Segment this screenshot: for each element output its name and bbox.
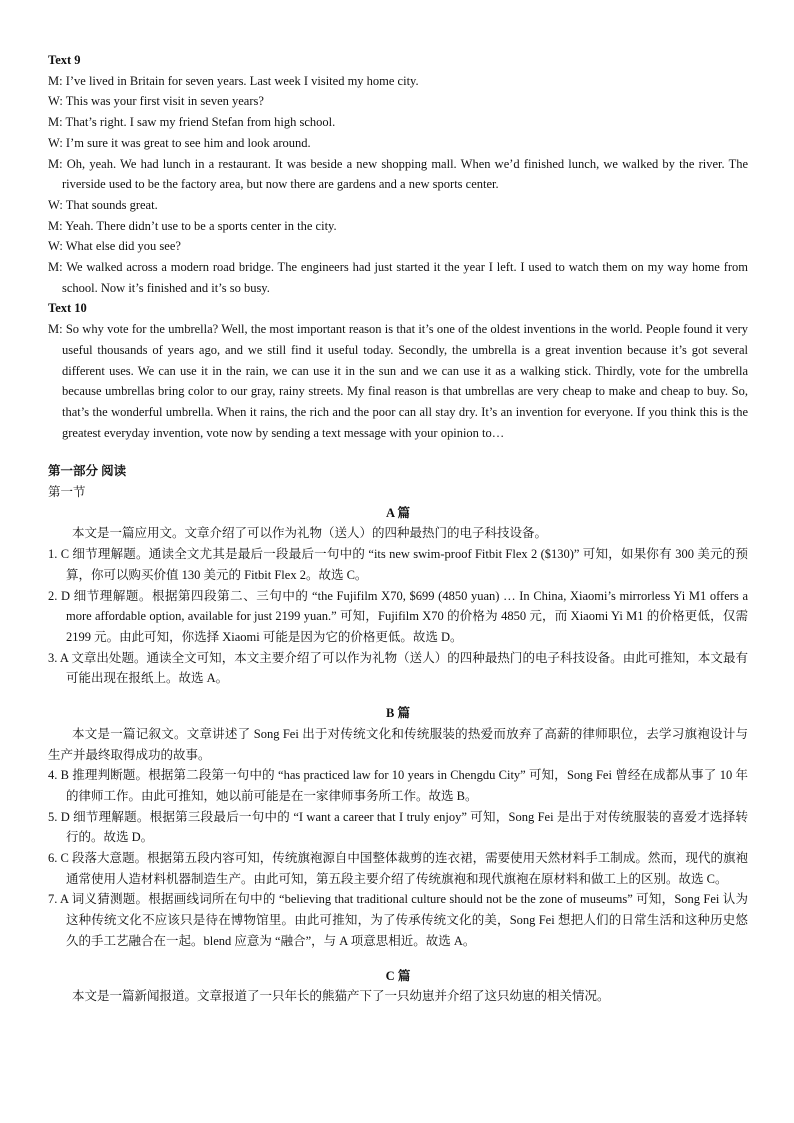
text9-heading: Text 9 bbox=[48, 53, 81, 67]
dialogue-line: W: That sounds great. bbox=[48, 197, 158, 212]
part-title: 第一部分 阅读 bbox=[48, 464, 127, 479]
passage-c-intro: 本文是一篇新闻报道。文章报道了一只年长的熊猫产下了一只幼崽并介绍了这只幼崽的相关情况。 bbox=[72, 989, 610, 1004]
document-page bbox=[48, 50, 748, 1007]
passage-b-title: B 篇 bbox=[386, 706, 410, 721]
dialogue-line: M: We walked across a modern road bridge. The engineers had just started it the year I left. I used to watch them on my way home from school. Now it’s finished and it’s so busy. bbox=[48, 260, 748, 295]
answer-item: 4. B 推理判断题。根据第二段第一句中的 “has practiced law for 10 years in Chengdu City” 可知，Song Fei 曾经在成都从事了 10 年的律师工作。由此可推知，她以前可能是在一家律师事务所工作。故选 B。 bbox=[48, 768, 748, 803]
answer-item: 1. C 细节理解题。通读全文尤其是最后一段最后一句中的 “its new swim-proof Fitbit Flex 2 ($130)” 可知，如果你有 300 美元的预算，你可以购买价值 130 美元的 Fitbit Flex 2。故选 C。 bbox=[48, 547, 748, 582]
section-label: 第一节 bbox=[48, 485, 86, 500]
answer-item: 3. A 文章出处题。通读全文可知，本文主要介绍了可以作为礼物（送人）的四种最热门的电子科技设备。由此可推知，本文最有可能出现在报纸上。故选 A。 bbox=[48, 650, 748, 686]
answer-item: 2. D 细节理解题。根据第四段第二、三句中的 “the Fujifilm X70, $699 (4850 yuan) … In China, Xiaomi’s mirrorless Yi M1 offers a more affordable option, available for just 2199 yuan.” 可知，Fujifilm X70 的价格为 4850 元，而 Xiaomi Yi M1 的价格更低，仅需 2199 元。由此可知，你选择 Xiaomi 可能是因为它的价格更低。故选 D。 bbox=[48, 588, 748, 644]
text10-monologue bbox=[48, 319, 748, 443]
answer-item: 6. C 段落大意题。根据第五段内容可知，传统旗袍源自中国整体裁剪的连衣裙，需要使用天然材料手工制成。然而，现代的旗袍通常使用人造材料机器制造生产。由此可知，第五段主要介绍了传统旗袍和现代旗袍在原材料和做工上的区别。故选 C。 bbox=[48, 851, 748, 886]
dialogue-line: W: What else did you see? bbox=[48, 239, 181, 254]
dialogue-line: M: That’s right. I saw my friend Stefan from high school. bbox=[48, 115, 336, 130]
dialogue-line: M: Yeah. There didn’t use to be a sports center in the city. bbox=[48, 218, 337, 233]
dialogue-line: W: I’m sure it was great to see him and look around. bbox=[48, 135, 311, 150]
text10-heading: Text 10 bbox=[48, 301, 87, 316]
passage-a-intro: 本文是一篇应用文。文章介绍了可以作为礼物（送人）的四种最热门的电子科技设备。 bbox=[72, 526, 548, 541]
text9-dialogue bbox=[48, 71, 748, 299]
passage-b-intro: 本文是一篇记叙文。文章讲述了 Song Fei 出于对传统文化和传统服装的热爱而放弃了高薪的律师职位，去学习旗袍设计与生产并最终取得成功的故事。 bbox=[48, 726, 748, 762]
passage-a-title: A 篇 bbox=[386, 505, 410, 520]
dialogue-line: M: Oh, yeah. We had lunch in a restaurant. It was beside a new shopping mall. When we’d finished lunch, we walked by the river. The riverside used to be the factory area, but now there are gardens and a new sports center. bbox=[48, 156, 748, 192]
dialogue-line: M: So why vote for the umbrella? Well, the most important reason is that it’s one of the oldest inventions in the world. People found it very useful thousands of years ago, and we still find it useful today. Secondly, the umbrella is a great invention because it’s got several different uses. We can use it in the rain, we can use it in the sun and we can use it as a walking stick. Thirdly, vote for the umbrella because umbrellas bring color to our gray, rainy streets. My final reason is that umbrellas are very cheap to make and cheap to buy. So, that’s the wonderful umbrella. When it rains, the rich and the poor can all stay dry. It’s an invention for everyone. If you think this is the greatest everyday invention, vote now by sending a text message with your opinion to… bbox=[48, 322, 748, 440]
dialogue-line: W: This was your first visit in seven years? bbox=[48, 94, 264, 109]
dialogue-line: M: I’ve lived in Britain for seven years. Last week I visited my home city. bbox=[48, 73, 419, 88]
answer-item: 7. A 词义猜测题。根据画线词所在句中的 “believing that traditional culture should not be the zone of museums” 可知，Song Fei 认为这种传统文化不应该只是待在博物馆里。由此可推知，为了传承传统文化的美，Song Fei 想把人们的日常生活和这种历史悠久的手工艺融合在一起。blend 应意为 “融合”，与 A 项意思相近。故选 A。 bbox=[48, 892, 748, 948]
answer-item: 5. D 细节理解题。根据第三段最后一句中的 “I want a career that I truly enjoy” 可知，Song Fei 是出于对传统服装的喜爱才选择转行的。故选 D。 bbox=[48, 809, 748, 845]
passage-c-title: C 篇 bbox=[385, 968, 411, 983]
